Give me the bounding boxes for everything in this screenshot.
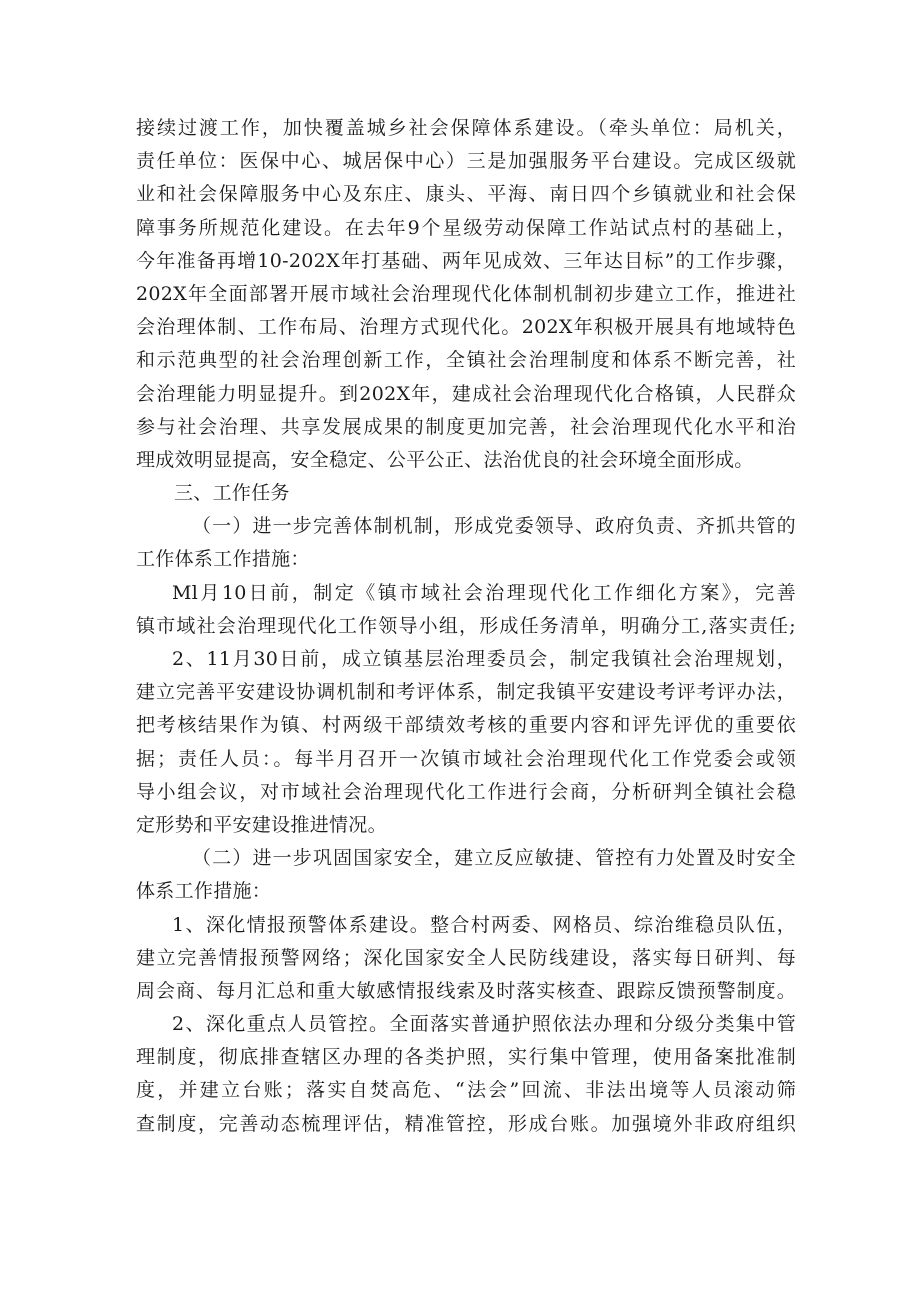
text-line: 导小组会议，对市域社会治理现代化工作进行会商，分析研判全镇社会稳 xyxy=(136,780,796,803)
text-line: 2、深化重点人员管控。全面落实普通护照依法办理和分级分类集中管 xyxy=(172,1013,796,1036)
text-line: 工作体系工作措施： xyxy=(136,548,310,571)
subsection-heading: （二）进一步巩固国家安全，建立反应敏捷、管控有力处置及时安全 xyxy=(192,847,796,870)
text-line: 202X年全面部署开展市域社会治理现代化体制机制初步建立工作，推进社 xyxy=(136,282,796,305)
text-line: 据；责任人员：。每半月召开一次镇市域社会治理现代化工作党委会或领 xyxy=(136,747,796,770)
text-line: 度，并建立台账；落实自焚高危、“法会”回流、非法出境等人员滚动筛 xyxy=(136,1079,796,1102)
text-line: 参与社会治理、共享发展成果的制度更加完善，社会治理现代化水平和治 xyxy=(136,415,796,438)
text-line: 理成效明显提高，安全稳定、公平公正、法治优良的社会环境全面形成。 xyxy=(136,448,754,471)
section-heading: 三、工作任务 xyxy=(174,482,290,505)
text-line: 业和社会保障服务中心及东庄、康头、平海、南日四个乡镇就业和社会保 xyxy=(136,183,796,206)
text-line: 建立完善情报预警网络；深化国家安全人民防线建设，落实每日研判、每 xyxy=(136,946,796,969)
text-line: 建立完善平安建设协调机制和考评体系，制定我镇平安建设考评考评办法， xyxy=(136,681,796,704)
subsection-heading: （一）进一步完善体制机制，形成党委领导、政府负责、齐抓共管的 xyxy=(192,515,796,538)
text-line: 理制度，彻底排查辖区办理的各类护照，实行集中管理，使用备案批准制 xyxy=(136,1046,796,1069)
text-line: Ml月10日前，制定《镇市域社会治理现代化工作细化方案》，完善 xyxy=(172,581,796,604)
text-line: 障事务所规范化建设。在去年9个星级劳动保障工作站试点村的基础上， xyxy=(136,216,796,239)
text-line: 2、11月30日前，成立镇基层治理委员会，制定我镇社会治理规划， xyxy=(172,648,796,670)
text-line: 镇市域社会治理现代化工作领导小组，形成任务清单，明确分工,落实责任; xyxy=(136,614,796,637)
text-line: 会治理体制、工作布局、治理方式现代化。202X年积极开展具有地域特色 xyxy=(136,316,796,339)
document-body xyxy=(136,112,796,1141)
text-line: 体系工作措施： xyxy=(136,880,272,903)
text-line: 定形势和平安建设推进情况。 xyxy=(136,813,387,836)
text-line: 1、深化情报预警体系建设。整合村两委、网格员、综治维稳员队伍， xyxy=(172,913,796,936)
text-line: 责任单位：医保中心、城居保中心）三是加强服务平台建设。完成区级就 xyxy=(136,150,796,173)
text-line: 周会商、每月汇总和重大敏感情报线索及时落实核查、跟踪反馈预警制度。 xyxy=(136,979,796,1002)
text-line: 会治理能力明显提升。到202X年，建成社会治理现代化合格镇，人民群众 xyxy=(136,382,796,405)
text-line: 把考核结果作为镇、村两级干部绩效考核的重要内容和评先评优的重要依 xyxy=(136,714,796,737)
text-line: 和示范典型的社会治理创新工作，全镇社会治理制度和体系不断完善，社 xyxy=(136,349,796,372)
text-line: 接续过渡工作，加快覆盖城乡社会保障体系建设。（牵头单位：局机关， xyxy=(136,117,796,139)
text-line: 查制度，完善动态梳理评估，精准管控，形成台账。加强境外非政府组织 xyxy=(136,1112,796,1135)
text-line: 今年准备再增10-202X年打基础、两年见成效、三年达目标”的工作步骤， xyxy=(136,249,796,272)
